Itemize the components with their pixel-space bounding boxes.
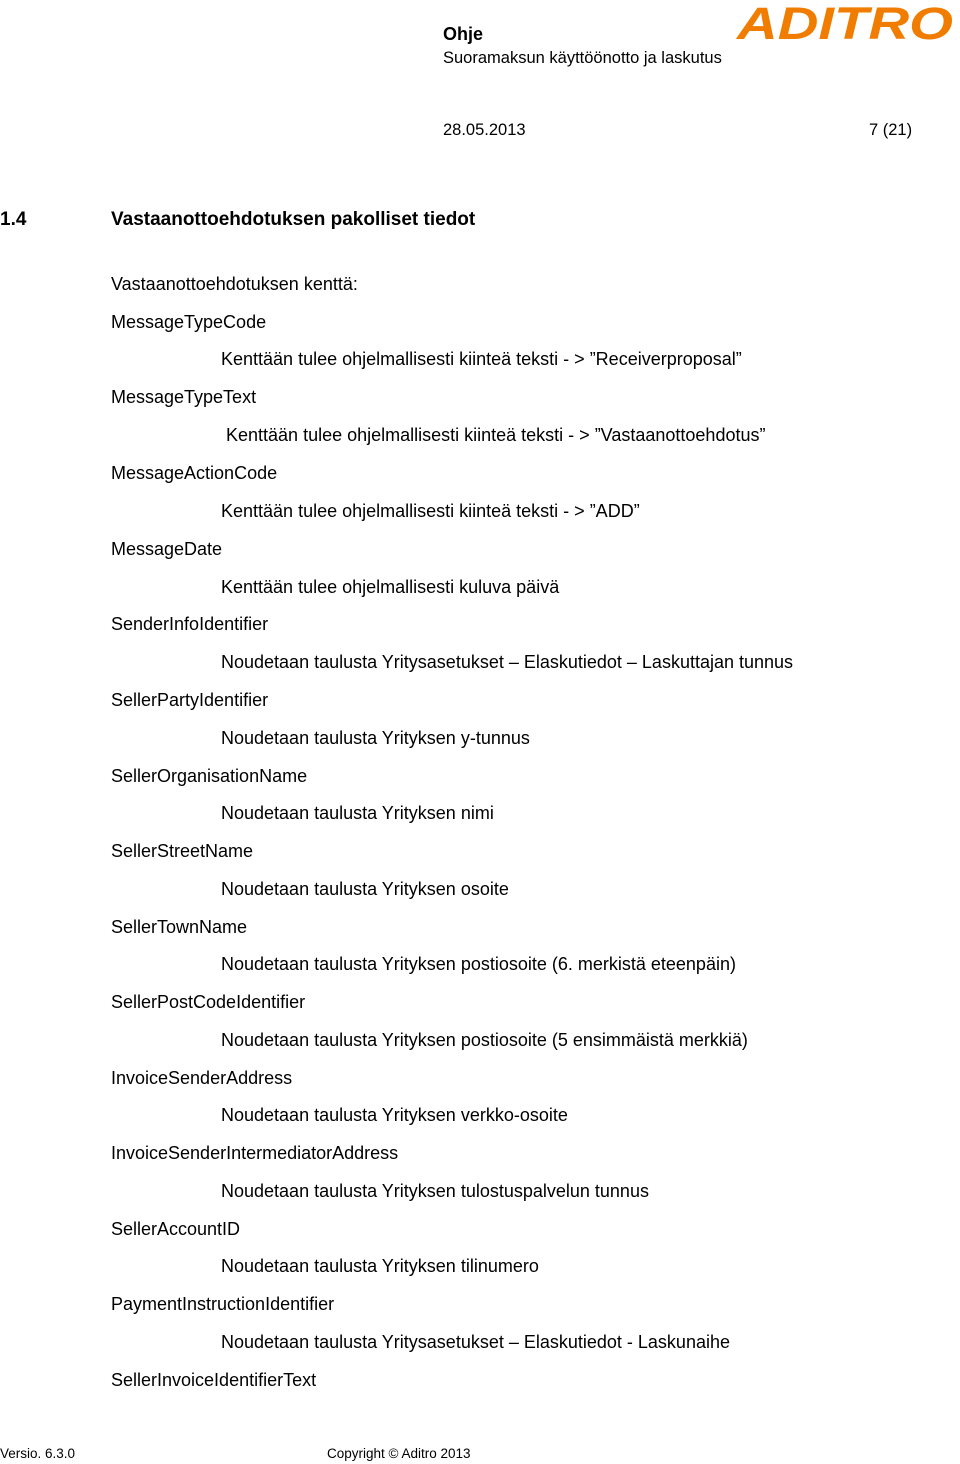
field-description: Kenttään tulee ohjelmallisesti kuluva päivä: [221, 577, 560, 597]
section-intro: Vastaanottoehdotuksen kenttä:: [111, 274, 358, 294]
field-description: Noudetaan taulusta Yrityksen nimi: [221, 803, 494, 823]
field-name: SellerPartyIdentifier: [111, 690, 269, 710]
field-description: Kenttään tulee ohjelmallisesti kiinteä teksti - > ”Vastaanottoehdotus”: [226, 425, 766, 445]
section-title: Vastaanottoehdotuksen pakolliset tiedot: [111, 209, 476, 230]
field-name: MessageDate: [111, 539, 223, 559]
field-name: SellerInvoiceIdentifierText: [111, 1370, 317, 1390]
field-description: Noudetaan taulusta Yritysasetukset – Elaskutiedot – Laskuttajan tunnus: [221, 652, 794, 672]
field-name: SenderInfoIdentifier: [111, 614, 269, 634]
field-name: SellerPostCodeIdentifier: [111, 992, 306, 1012]
field-name: InvoiceSenderAddress: [111, 1068, 293, 1088]
field-name: SellerTownName: [111, 917, 248, 937]
footer-version: Versio. 6.3.0: [0, 1446, 76, 1461]
document-title: Ohje: [443, 24, 484, 44]
field-name: InvoiceSenderIntermediatorAddress: [111, 1143, 399, 1163]
field-description: Noudetaan taulusta Yrityksen postiosoite (6. merkistä eteenpäin): [221, 954, 736, 974]
field-description: Kenttään tulee ohjelmallisesti kiinteä teksti - > ”ADD”: [221, 501, 640, 521]
footer-copyright: Copyright © Aditro 2013: [327, 1446, 471, 1461]
field-name: MessageActionCode: [111, 463, 278, 483]
field-description: Noudetaan taulusta Yrityksen postiosoite (5 ensimmäistä merkkiä): [221, 1030, 748, 1050]
svg-text:ADITRO: ADITRO: [735, 0, 953, 44]
document-date: 28.05.2013: [443, 121, 526, 139]
field-description: Kenttään tulee ohjelmallisesti kiinteä teksti - > ”Receiverproposal”: [221, 349, 742, 369]
field-description: Noudetaan taulusta Yrityksen verkko-osoite: [221, 1105, 568, 1125]
aditro-logo: [735, 0, 957, 44]
page-number: 7 (21): [869, 121, 913, 139]
field-description: Noudetaan taulusta Yrityksen tilinumero: [221, 1256, 539, 1276]
field-name: SellerStreetName: [111, 841, 254, 861]
field-name: PaymentInstructionIdentifier: [111, 1294, 335, 1314]
field-description: Noudetaan taulusta Yrityksen osoite: [221, 879, 509, 899]
field-name: SellerOrganisationName: [111, 766, 308, 786]
field-name: MessageTypeText: [111, 387, 257, 407]
document-subtitle: Suoramaksun käyttöönotto ja laskutus: [443, 49, 722, 67]
field-description: Noudetaan taulusta Yrityksen y-tunnus: [221, 728, 530, 748]
field-description: Noudetaan taulusta Yrityksen tulostuspalvelun tunnus: [221, 1181, 649, 1201]
field-description: Noudetaan taulusta Yritysasetukset – Elaskutiedot - Laskunaihe: [221, 1332, 730, 1352]
field-name: MessageTypeCode: [111, 312, 267, 332]
section-number: 1.4: [0, 209, 27, 230]
field-name: SellerAccountID: [111, 1219, 241, 1239]
